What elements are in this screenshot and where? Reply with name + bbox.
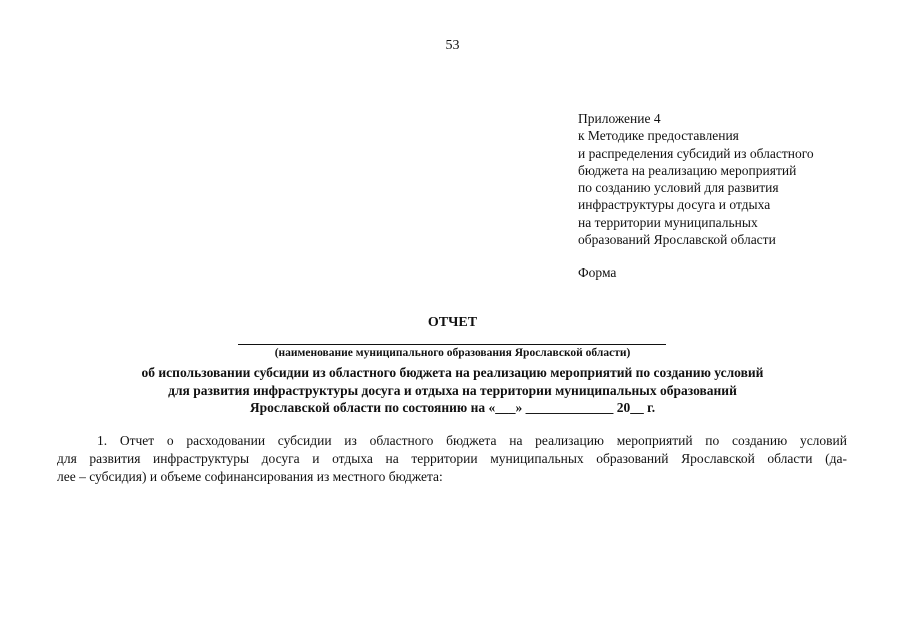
appendix-line: бюджета на реализацию мероприятий	[578, 162, 797, 178]
page-number: 53	[445, 38, 460, 53]
appendix-line: инфраструктуры досуга и отдыха	[578, 197, 771, 213]
appendix-reference	[578, 110, 878, 248]
subtitle-line: Ярославской области по состоянию на «___» _____________ 20__ г.	[249, 400, 656, 415]
paragraph-line: 1. Отчет о расходовании субсидии из областного бюджета на реализацию мероприятий по созданию условий	[97, 433, 847, 448]
appendix-line: на территории муниципальных	[578, 214, 758, 230]
section-1-paragraph	[57, 432, 847, 486]
subtitle-line: об использовании субсидии из областного бюджета на реализацию мероприятий по созданию условий	[141, 365, 764, 380]
report-title: ОТЧЕТ	[427, 315, 478, 330]
appendix-line: к Методике предоставления	[578, 128, 739, 144]
appendix-line: образований Ярославской области	[578, 232, 776, 248]
subtitle-line: для развития инфраструктуры досуга и отдыха на территории муниципальных образований	[168, 382, 737, 398]
report-subtitle	[0, 364, 905, 417]
municipality-name-blank-line	[238, 344, 666, 345]
municipality-name-caption: (наименование муниципального образования Ярославской области)	[274, 347, 631, 359]
appendix-line: по созданию условий для развития	[578, 180, 779, 196]
appendix-line: Приложение 4	[578, 111, 661, 126]
paragraph-line: для развития инфраструктуры досуга и отдыха на территории муниципальных образований Ярославской области (да-	[57, 451, 847, 466]
form-label: Форма	[578, 265, 617, 280]
paragraph-line: лее – субсидия) и объеме софинансирования из местного бюджета:	[57, 469, 443, 484]
appendix-line: и распределения субсидий из областного	[578, 145, 814, 161]
